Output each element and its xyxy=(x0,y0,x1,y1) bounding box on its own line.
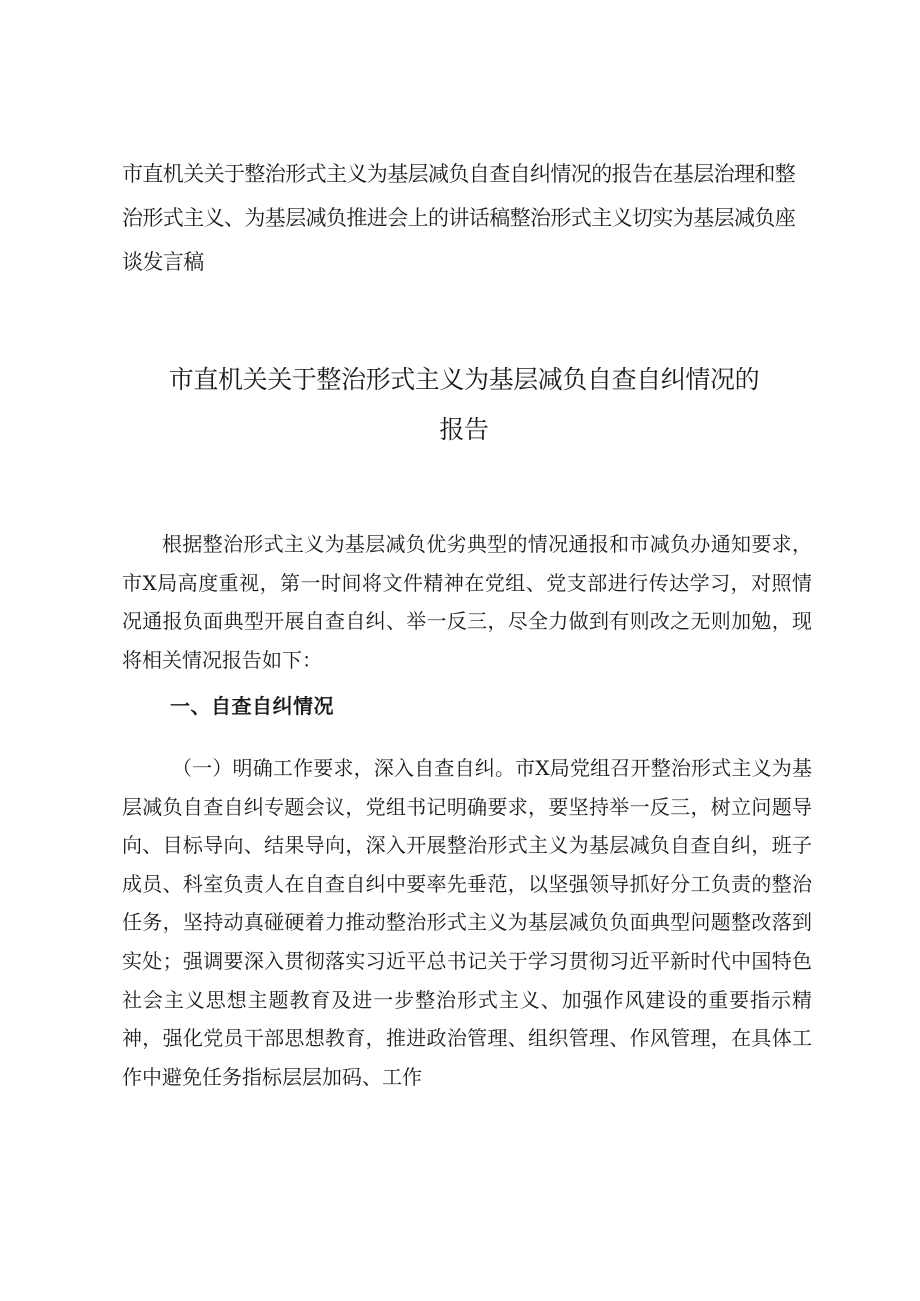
report-title xyxy=(100,355,828,455)
report-title-line-2: 报告 xyxy=(439,415,489,444)
subsection-paragraph: （一）明确工作要求，深入自查自纠。市X局党组召开整治形式主义为基层减负自查自纠专题会议，党组书记明确要求，要坚持举一反三，树立问题导向、目标导向、结果导向，深入开展整治形式主义为基层减负自查自纠，班子成员、科室负责人在自查自纠中要率先垂范，以坚强领导抓好分工负责的整治任务，坚持动真碰硬着力推动整治形式主义为基层减负负面典型问题整改落到实处；强调要深入贯彻落实习近平总书记关于学习贯彻习近平新时代中国特色社会主义思想主题教育及进一步整治形式主义、加强作风建设的重要指示精神，强化党员干部思想教育，推进政治管理、组织管理、作风管理，在具体工作中避免任务指标层层加码、工作 xyxy=(122,756,812,1089)
intro-paragraph: 根据整治形式主义为基层减负优劣典型的情况通报和市减负办通知要求，市X局高度重视，第一时间将文件精神在党组、党支部进行传达学习，对照情况通报负面典型开展自查自纠、举一反三，尽全力做到有则改之无则加勉，现将相关情况报告如下： xyxy=(122,532,812,672)
report-title-line-1: 市直机关关于整治形式主义为基层减负自查自纠情况的 xyxy=(168,365,760,394)
section-heading: 一、自查自纠情况 xyxy=(170,694,334,718)
document-file-title: 市直机关关于整治形式主义为基层减负自查自纠情况的报告在基层治理和整治形式主义、为基层减负推进会上的讲话稿整治形式主义切实为基层减负座谈发言稿 xyxy=(122,162,796,274)
